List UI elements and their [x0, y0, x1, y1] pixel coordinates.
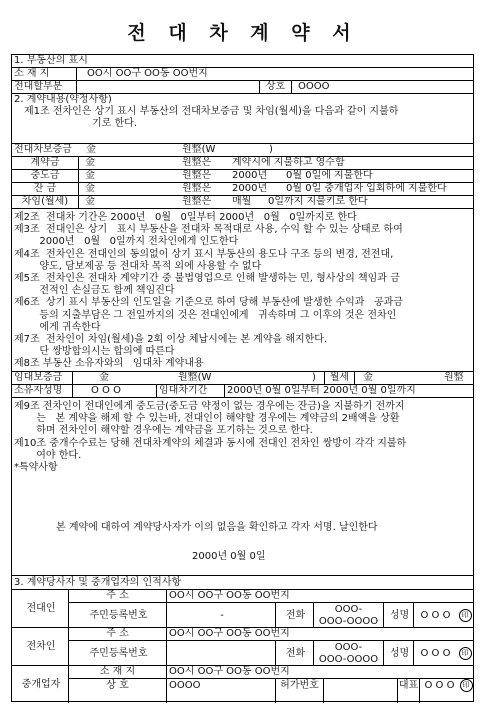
- lessor-name-value: O O O: [413, 603, 455, 627]
- lessee-name-value: O O O: [413, 641, 455, 665]
- document-title: 전 대 차 계 약 서: [127, 22, 359, 44]
- agent-name-row: [68, 678, 473, 703]
- article-line: 제2조 전대차 기간은 2000년 0월 0일부터 2000년 0월 0일까지로 한다: [14, 212, 357, 223]
- articles-block: [12, 208, 473, 371]
- lessee-phone-line1: OOO-: [334, 642, 363, 653]
- agent-seal: [459, 679, 473, 703]
- lease-rent-label: 월세: [324, 372, 354, 384]
- article-line: 제6조 상기 표시 부동산의 인도일을 기준으로 하여 당해 부동산에 발생한 수익과 공과금: [14, 297, 403, 309]
- lease-deposit-label: 임대보증금: [14, 372, 63, 383]
- lessor-name-label: 성명: [383, 603, 413, 627]
- final-terms-block: [12, 397, 473, 575]
- part-value: [76, 81, 259, 93]
- contract-date: 2000년 0월 0일: [192, 551, 266, 562]
- lease-rent-currency: 金: [354, 372, 424, 384]
- payment-unit: 원整은: [182, 183, 212, 194]
- payment-note: 계약시에 지불하고 영수함: [232, 157, 345, 168]
- payment-row-middle: [12, 169, 473, 182]
- article-line: 등의 지출부담은 그 전일까지의 것은 전대인에게 귀속하며 그 이후의 것은 전차인: [14, 309, 397, 321]
- lessee-id-value: [166, 641, 275, 665]
- lessor-id-label: 주민등록번호: [89, 609, 148, 621]
- lessee-seal: [455, 641, 473, 665]
- lessor-phone-line2: OOO-OOOO: [318, 616, 379, 627]
- section1-heading-row: [12, 55, 473, 67]
- article-line: 제7조 전차인이 차임(월세)을 2회 이상 체납시에는 본 계약을 해지한다.: [14, 334, 328, 346]
- payment-note: 0일까지 지불키로 한다: [268, 196, 368, 207]
- payment-note: 0월 0일 중개업자 입회하에 지불한다: [286, 183, 447, 194]
- article-line: 전적인 손실금도 함께 책임진다: [14, 285, 175, 297]
- lease-deposit-row: [12, 371, 473, 384]
- seal-icon: 印: [459, 609, 472, 622]
- lessee-phone-line2: OOO-OOOO: [318, 654, 379, 665]
- shop-name-value: OOOO: [291, 81, 473, 93]
- payment-row-balance: [12, 182, 473, 195]
- location-label: 소 재 지: [14, 68, 50, 79]
- period-value: 2000년 0월 0일부터 2000년 0월 0일까지: [224, 385, 473, 397]
- lessor-id-value: -: [166, 603, 275, 627]
- lessee-block: [12, 627, 473, 665]
- part-row: [12, 80, 473, 93]
- payment-year: 2000년: [232, 183, 268, 194]
- section1-heading: 1. 부동산의 표시: [14, 55, 88, 66]
- payment-unit: 원整은: [182, 170, 212, 181]
- payment-unit: 원整은: [182, 157, 212, 168]
- article-line: 에게 귀속한다: [14, 321, 101, 333]
- location-value: OO시 OO구 OO동 OO번지: [76, 68, 473, 80]
- payment-currency: 金: [78, 196, 178, 208]
- payment-close-paren: ): [269, 144, 273, 155]
- lessor-phone-label: 전화: [275, 603, 313, 627]
- lease-rent-unit: 원整: [444, 372, 464, 383]
- lease-deposit-unit: 원整(W: [178, 372, 212, 383]
- part-label: 전대할부분: [14, 81, 63, 92]
- payment-label: 잔 금: [33, 183, 57, 194]
- payment-currency: 金: [86, 144, 96, 155]
- lessee-id-row: [68, 640, 473, 665]
- payment-label: 차임(월세): [21, 196, 69, 207]
- payment-label: 계약금: [30, 157, 60, 168]
- location-row: [12, 67, 473, 80]
- article-line: 제8조 부동산 소유자와의 임대차 계약내용: [14, 358, 204, 370]
- payment-label: 중도금: [30, 170, 60, 181]
- article-line: 단 쌍방합의시는 합의에 따른다: [14, 346, 175, 358]
- agent-addr-label: 소 재 지: [99, 666, 136, 677]
- agent-rep-label: 대표: [397, 679, 419, 703]
- lessee-phone-value: [313, 641, 383, 665]
- lessor-phone-value: [313, 603, 383, 627]
- lease-deposit-currency: 金: [72, 372, 176, 384]
- payment-year: 2000년: [232, 170, 268, 181]
- agent-license-value: [323, 679, 397, 703]
- article-line: 는 본 계약을 해제 할 수 있는바, 전대인이 해약할 경우에는 계약금의 2배액을 상환: [14, 413, 400, 425]
- article-1-cont: 기로 한다.: [92, 118, 137, 129]
- lessor-phone-line1: OOO-: [334, 604, 363, 615]
- lessor-id-row: [68, 602, 473, 627]
- payment-note: 0월 0일에 지불한다: [286, 170, 373, 181]
- agent-addr-value: OO시 OO구 OO동 OO번지: [166, 666, 473, 678]
- lessee-addr-label: 주 소: [106, 628, 129, 639]
- agent-license-label: 허가번호: [275, 679, 323, 703]
- lessee-addr-value: OO시 OO구 OO동 OO번지: [166, 628, 473, 640]
- lessor-seal: [455, 603, 473, 627]
- period-label: 임대차기간: [156, 385, 224, 397]
- lessor-addr-value: OO시 OO구 OO동 OO번지: [166, 590, 473, 602]
- article-line: 제9조 전차인이 전대인에게 중도금(중도금 약정이 없는 경우에는 잔금)을 지불하기 전까지: [14, 401, 405, 412]
- seal-icon: 印: [460, 679, 473, 692]
- payment-row-contract: [12, 156, 473, 169]
- article-1: 제1조 전차인은 상기 표시 부동산의 전대차보증금 및 차임(월세)을 다음과 같이 지불하: [24, 106, 399, 117]
- owner-label: 소유자성명: [14, 385, 63, 396]
- lessee-label: 전차인: [26, 640, 56, 652]
- article-line: 여야 한다.: [14, 449, 82, 461]
- lessor-addr-row: [68, 590, 473, 602]
- lessor-addr-label: 주 소: [106, 590, 129, 601]
- final-articles-list: [14, 401, 406, 474]
- agent-rep-value: O O O: [419, 679, 459, 703]
- payment-monthly: 매월: [232, 196, 252, 207]
- article-line: 제5조 전차인은 전대차 계약기간 중 불법영업으로 인해 발생하는 민, 형사상의 책임과 금: [14, 273, 400, 285]
- lease-deposit-close: ): [312, 372, 316, 383]
- article-line: *특약사항: [14, 462, 58, 474]
- payment-unit: 원整(W: [182, 144, 216, 155]
- article-line: 하며 전차인이 해약할 경우에는 계약금을 포기하는 것으로 한다.: [14, 425, 313, 437]
- article-line: 양도, 담보제공 등 전대차 목적 외에 사용할 수 없다: [14, 260, 262, 272]
- article-line: 2000년 0월 0일까지 전차인에게 인도한다: [14, 236, 239, 248]
- payment-unit: 원整은: [182, 196, 212, 207]
- lessor-label: 전대인: [26, 602, 56, 614]
- section3-heading-row: [12, 575, 473, 589]
- seal-icon: 印: [459, 647, 472, 660]
- payment-currency: 金: [78, 183, 178, 195]
- agent-name-value: OOOO: [166, 679, 275, 703]
- contract-form: [11, 54, 474, 702]
- payment-currency: 金: [78, 157, 178, 169]
- lessor-block: [12, 589, 473, 627]
- article-line: 제4조 전차인은 전대인의 동의없이 상기 표시 부동산의 용도나 구조 등의 변경, 전전대,: [14, 248, 394, 260]
- owner-value: O O O: [72, 385, 156, 397]
- section2-heading: 2. 계약내용(약정사항): [14, 94, 112, 105]
- payment-row-rent: [12, 195, 473, 208]
- section3-heading: 3. 계약당사자 및 중개업자의 인적사항: [14, 577, 182, 588]
- articles-list: [14, 212, 403, 371]
- lessee-addr-row: [68, 628, 473, 640]
- agent-label: 중개업자: [21, 678, 61, 690]
- confirmation-text: 본 계약에 대하여 계약당사자가 이의 없음을 확인하고 각자 서명. 날인한다: [56, 522, 378, 533]
- agent-addr-row: [68, 666, 473, 678]
- shop-name-label: 상호: [259, 81, 291, 93]
- lessee-name-label: 성명: [383, 641, 413, 665]
- lease-owner-row: [12, 384, 473, 397]
- article-line: 제3조 전대인은 상기 표시 부동산을 전대차 목적대로 사용, 수익 할 수 있는 상태로 하여: [14, 224, 403, 236]
- lessee-id-label: 주민등록번호: [89, 647, 148, 659]
- payment-row-deposit: [12, 143, 473, 156]
- lessee-phone-label: 전화: [275, 641, 313, 665]
- agent-block: [12, 665, 473, 703]
- payment-currency: 金: [78, 170, 178, 182]
- article-line: 제10조 중개수수료는 당해 전대차계약의 체결과 동시에 전대인 전차인 쌍방이 각각 지불하: [14, 437, 407, 449]
- agent-name-label: 상 호: [106, 680, 129, 691]
- payment-label: 전대차보증금: [14, 144, 72, 155]
